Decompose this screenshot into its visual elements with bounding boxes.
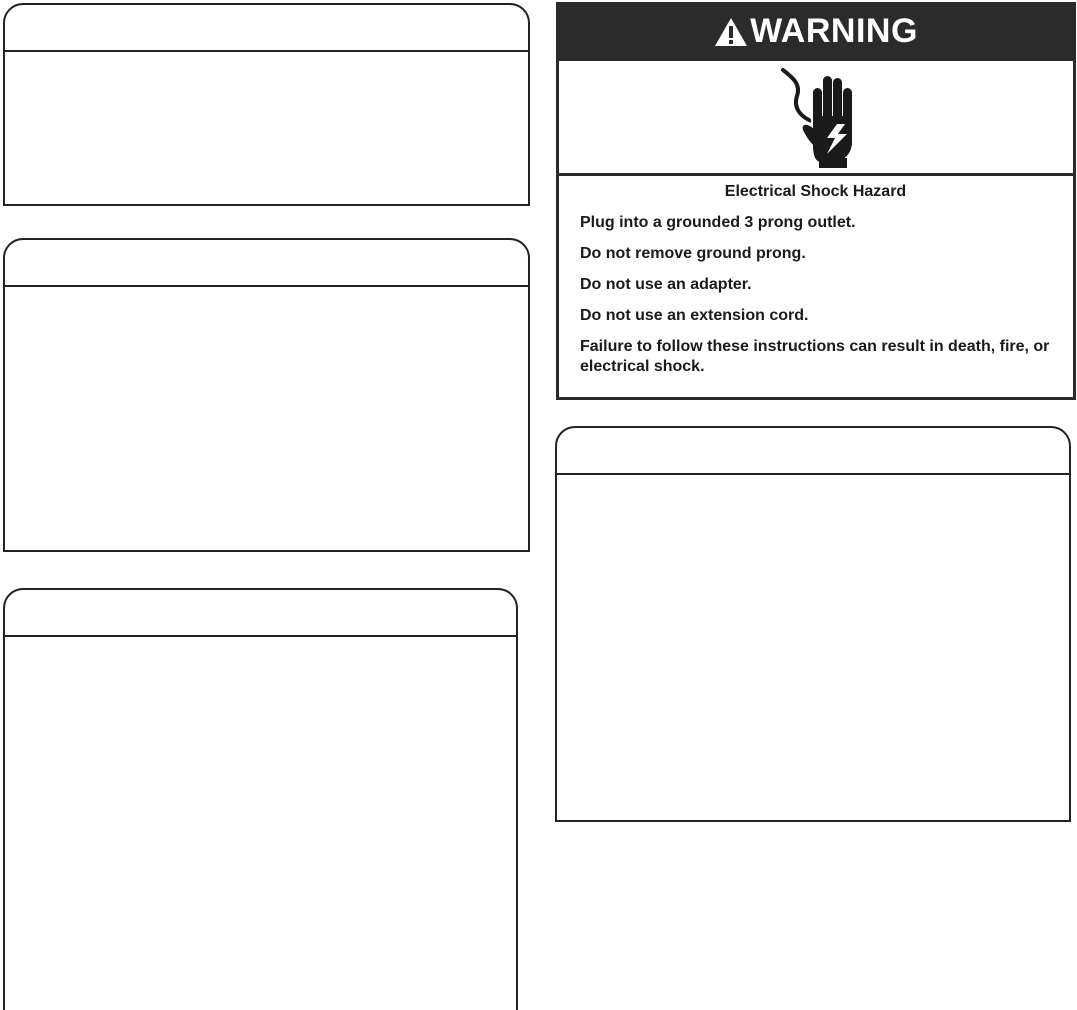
warning-signal-bar [559, 5, 1073, 61]
empty-section-header-2 [5, 240, 528, 287]
empty-section-header-3 [5, 590, 516, 637]
empty-section-box-3 [3, 588, 518, 1010]
empty-section-box-2 [3, 238, 530, 552]
pictogram-panel [559, 61, 1073, 176]
warning-signal-word: WARNING [750, 12, 918, 50]
instruction-line-4: Do not use an extension cord. [580, 307, 809, 324]
empty-section-header-1 [5, 5, 528, 52]
warning-message [559, 176, 1073, 377]
instruction-line-5: Failure to follow these instructions can result in death, fire, or electrical shock. [580, 338, 1050, 375]
empty-section-header-4 [557, 428, 1069, 475]
instruction-line-2: Do not remove ground prong. [580, 245, 806, 262]
electrical-warning-label [556, 2, 1076, 400]
empty-section-box-1 [3, 3, 530, 206]
empty-section-box-4 [555, 426, 1071, 822]
instruction-line-3: Do not use an adapter. [580, 276, 752, 293]
hazard-title: Electrical Shock Hazard [724, 183, 907, 200]
alert-triangle-icon [714, 17, 748, 47]
electric-shock-hand-icon [771, 66, 861, 168]
instruction-line-1: Plug into a grounded 3 prong outlet. [580, 214, 856, 231]
